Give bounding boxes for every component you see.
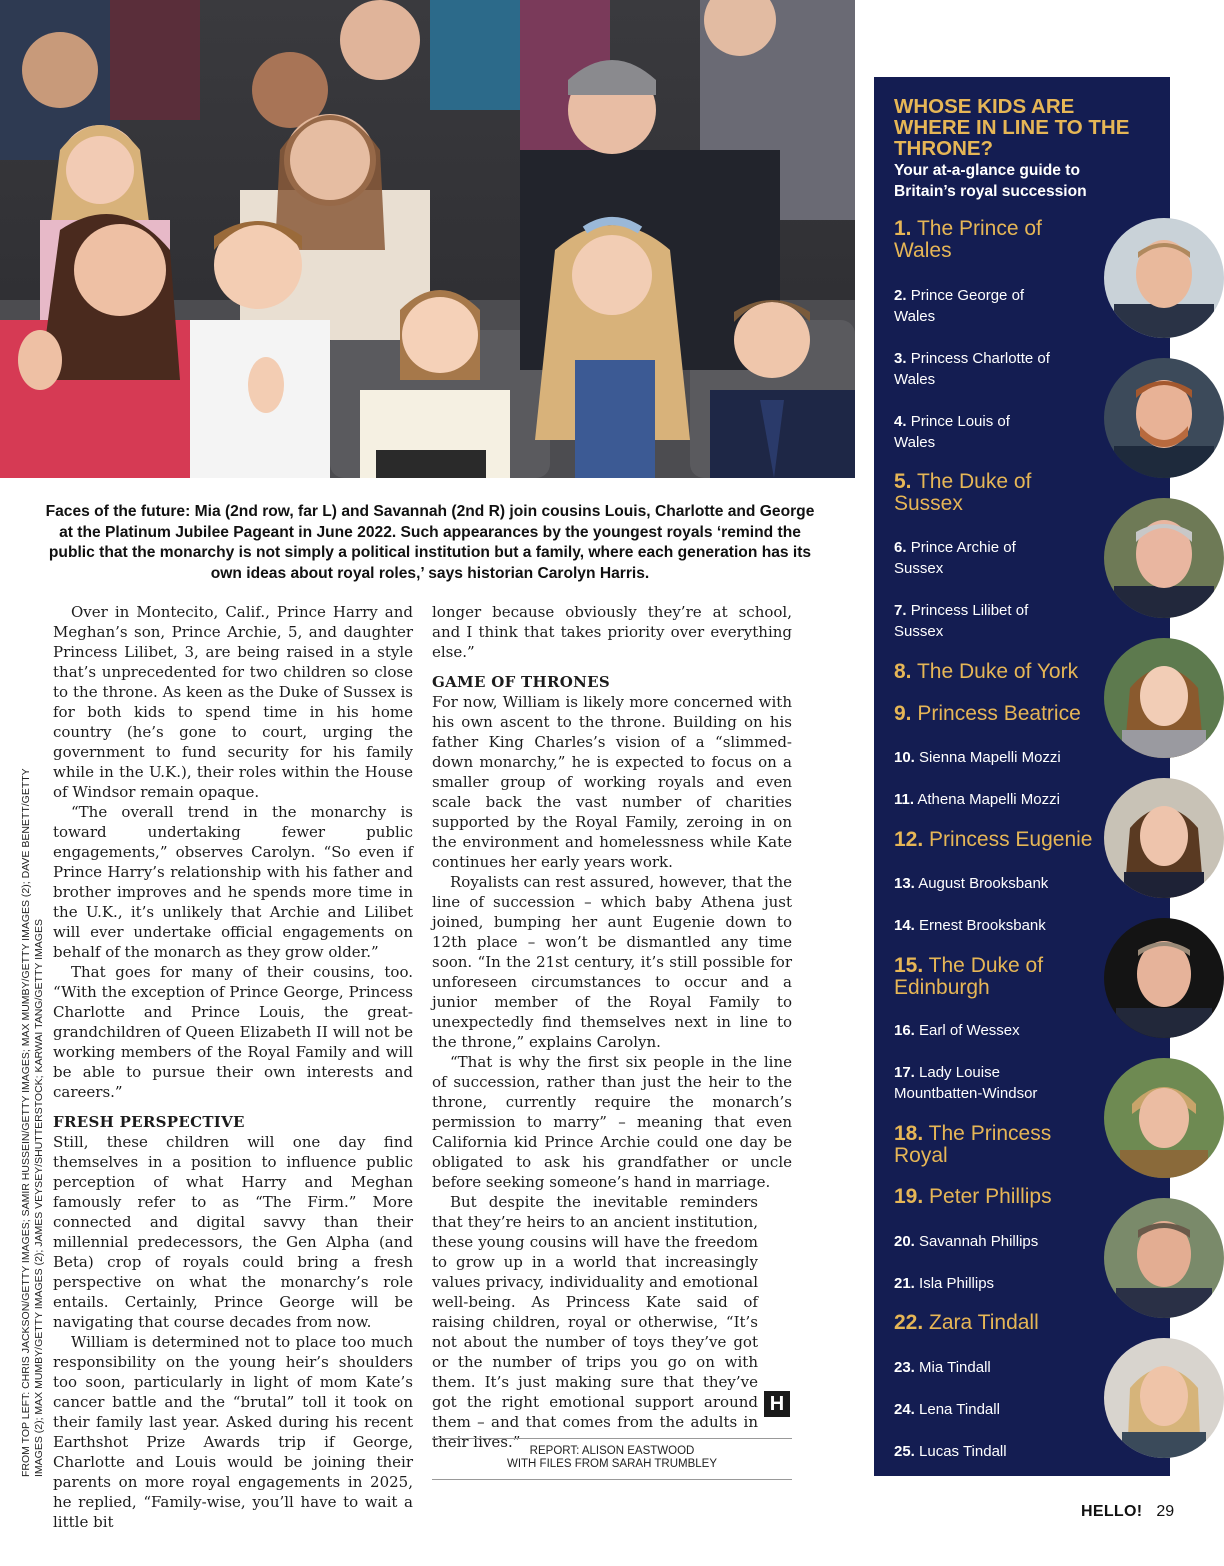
succession-entry-7 bbox=[894, 600, 1034, 642]
succession-entry-23 bbox=[894, 1357, 1094, 1378]
succession-entry-9 bbox=[894, 703, 1099, 725]
entry-name: Prince Louis of Wales bbox=[894, 413, 1010, 451]
article-column-2 bbox=[432, 602, 792, 1452]
report-files: WITH FILES FROM SARAH TRUMBLEY bbox=[506, 1458, 717, 1470]
entry-number: 14. bbox=[894, 917, 915, 934]
entry-number: 8. bbox=[894, 660, 912, 683]
entry-name: Princess Lilibet of Sussex bbox=[894, 602, 1029, 640]
entry-number: 4. bbox=[894, 413, 907, 430]
sidebar-title: WHOSE KIDS ARE WHERE IN LINE TO THE THRONE? bbox=[894, 95, 1130, 160]
entry-number: 1. bbox=[894, 217, 912, 240]
article-paragraph: William is determined not to place too much responsibility on the young heir’s shoulders too soon, particularly in light of mom Kate’s cancer battle and the “brutal” toll it took on their family last year. Asked during his recent Earthshot Prize Awards trip if George, Charlotte and Louis would be joining their parents on more royal engagements in 2025, he replied, “Family-wise, you’ll have to wait a little bit bbox=[53, 1333, 413, 1531]
entry-name: Prince Archie of Sussex bbox=[894, 539, 1016, 577]
succession-entry-4 bbox=[894, 411, 1024, 453]
article-paragraph: Royalists can rest assured, however, that the line of succession – which baby Athena just joined, bumping her aunt Eugenie down to 12th place – won’t be dismantled any time soon. “In the 21st century, it’s still possible for unforeseen circumstances to occur and a junior member of the Royal Family to unexpectedly find themselves next in line to the throne,” explains Carolyn. bbox=[432, 873, 792, 1051]
portrait-duke-of-sussex bbox=[1104, 358, 1224, 478]
entry-name: The Duke of Sussex bbox=[894, 470, 1032, 515]
entry-name: Lucas Tindall bbox=[919, 1443, 1007, 1460]
photo-caption: Faces of the future: Mia (2nd row, far L) and Savannah (2nd R) join cousins Louis, Charlotte and George at the Platinum Jubilee Pageant in June 2022. Such appearances by the youngest royals ‘remind the public that the monarchy is not simply a political institution but a family, where each generation has its own ideas about royal roles,’ says historian Carolyn Harris. bbox=[45, 503, 815, 582]
succession-entry-13 bbox=[894, 873, 1094, 894]
report-author: REPORT: ALISON EASTWOOD bbox=[529, 1445, 695, 1457]
entry-number: 5. bbox=[894, 470, 912, 493]
entry-name: Zara Tindall bbox=[929, 1311, 1039, 1334]
article-paragraph: “The overall trend in the monarchy is toward undertaking fewer public engagements,” observes Carolyn. “So even if Prince Harry’s relationship with his father and brother improves and he spends more time in the U.K., it’s unlikely that Archie and Lilibet will ever undertake official engagements on behalf of the monarch as they grow older.” bbox=[53, 803, 413, 961]
portrait-princess-beatrice bbox=[1104, 638, 1224, 758]
portrait-duke-of-edinburgh bbox=[1104, 918, 1224, 1038]
entry-number: 21. bbox=[894, 1275, 915, 1292]
entry-number: 17. bbox=[894, 1064, 915, 1081]
entry-number: 19. bbox=[894, 1185, 924, 1208]
succession-entry-17 bbox=[894, 1062, 1064, 1104]
article-column-1 bbox=[53, 602, 413, 1532]
entry-number: 13. bbox=[894, 875, 915, 892]
end-mark-icon: H bbox=[764, 1391, 790, 1417]
succession-entry-2 bbox=[894, 285, 1034, 327]
entry-name: Princess Charlotte of Wales bbox=[894, 350, 1050, 388]
entry-number: 12. bbox=[894, 828, 924, 851]
portrait-princess-royal bbox=[1104, 1058, 1224, 1178]
entry-name: Athena Mapelli Mozzi bbox=[917, 791, 1060, 808]
entry-name: The Princess Royal bbox=[894, 1122, 1052, 1167]
photo-credits: FROM TOP LEFT: CHRIS JACKSON/GETTY IMAGES; SAMIR HUSSEIN/GETTY IMAGES; MAX MUMBY/GETTY IMAGES (2); DAVE BENETT/GETTY IMAGES (2); MAX MUMBY/GETTY IMAGES (2); JAMES VEYSEY/SHUTTERSTOCK; KARWAI TANG/GETTY IMAGES bbox=[20, 768, 45, 1477]
entry-number: 15. bbox=[894, 954, 924, 977]
succession-entry-16 bbox=[894, 1020, 1094, 1041]
succession-entry-3 bbox=[894, 348, 1054, 390]
succession-entry-21 bbox=[894, 1273, 1094, 1294]
portrait-zara-tindall bbox=[1104, 1338, 1224, 1458]
succession-entry-1 bbox=[894, 218, 1044, 262]
entry-name: Mia Tindall bbox=[919, 1359, 991, 1376]
entry-number: 6. bbox=[894, 539, 907, 556]
entry-name: The Duke of Edinburgh bbox=[894, 954, 1044, 999]
entry-name: Prince George of Wales bbox=[894, 287, 1025, 325]
article-paragraph: Still, these children will one day find themselves in a position to influence public perception of what Harry and Meghan famously refer to as “The Firm.” More connected and digital savvy than their millennial predecessors, the Gen Alpha (and Beta) crop of royals could bring a fresh perspective on what the monarchy’s role entails. Certainly, Prince George will be navigating that course decades from now. bbox=[53, 1133, 413, 1331]
magazine-name: HELLO! bbox=[1081, 1503, 1143, 1520]
page-number: 29 bbox=[1156, 1503, 1175, 1520]
entry-name: Lena Tindall bbox=[919, 1401, 1000, 1418]
article-paragraph: But despite the inevitable reminders that they’re heirs to an ancient institution, these young cousins will have the freedom to grow up in a world that increasingly values privacy, individuality and emotional well-being. As Princess Kate said of raising children, royal or otherwise, “It’s not about the number of toys they’ve got or the number of trips you go on with them. It’s just making sure that they’ve got the right emotional support around them – and that comes from the adults in their lives.” bbox=[432, 1193, 758, 1451]
portrait-prince-of-wales bbox=[1104, 218, 1224, 338]
report-credit bbox=[432, 1438, 792, 1480]
entry-name: Savannah Phillips bbox=[919, 1233, 1039, 1250]
entry-number: 16. bbox=[894, 1022, 915, 1039]
article-paragraph: longer because obviously they’re at school, and I think that takes priority over everything else.” bbox=[432, 603, 792, 661]
succession-entry-24 bbox=[894, 1399, 1094, 1420]
hero-photo-illustration bbox=[0, 0, 855, 478]
article-paragraph: Over in Montecito, Calif., Prince Harry and Meghan’s son, Prince Archie, 5, and daughter Princess Lilibet, 3, are being raised in a style that’s unprecedented for two children so close to the throne. As keen as the Duke of Sussex is for both kids to spend time in his home country (he’s gone to court, urging the government to fund security for his family while in the U.K.), their roles within the House of Windsor remain opaque. bbox=[53, 603, 413, 801]
entry-number: 9. bbox=[894, 702, 912, 725]
succession-entry-5 bbox=[894, 471, 1044, 515]
portrait-duke-of-york bbox=[1104, 498, 1224, 618]
entry-name: Isla Phillips bbox=[919, 1275, 995, 1292]
succession-entry-25 bbox=[894, 1441, 1094, 1462]
article-paragraph: For now, William is likely more concerned with his own ascent to the throne. Building on his father King Charles’s vision of a “slimmed-down monarchy,” he is expected to focus on a smaller group of working royals and even scale back the vast number of charities supported by the Royal Family, zeroing in on the environment and homelessness while Kate continues her early years work. bbox=[432, 693, 792, 871]
entry-number: 3. bbox=[894, 350, 907, 367]
succession-entry-12 bbox=[894, 829, 1099, 851]
succession-entry-11 bbox=[894, 789, 1094, 810]
section-heading-fresh-perspective: FRESH PERSPECTIVE bbox=[53, 1113, 245, 1131]
entry-number: 20. bbox=[894, 1233, 915, 1250]
succession-entry-14 bbox=[894, 915, 1094, 936]
entry-number: 18. bbox=[894, 1122, 924, 1145]
succession-entry-6 bbox=[894, 537, 1024, 579]
entry-number: 2. bbox=[894, 287, 907, 304]
entry-name: Princess Eugenie bbox=[929, 828, 1093, 851]
portrait-princess-eugenie bbox=[1104, 778, 1224, 898]
succession-entry-18 bbox=[894, 1123, 1069, 1167]
succession-entry-10 bbox=[894, 747, 1094, 768]
article-paragraph: That goes for many of their cousins, too. “With the exception of Prince George, Princess Charlotte and Prince Louis, the great-grandchildren of Queen Elizabeth II will not be working members of the Royal Family and will be able to pursue their own interests and careers.” bbox=[53, 963, 413, 1101]
succession-entry-20 bbox=[894, 1231, 1094, 1252]
succession-entry-8 bbox=[894, 661, 1099, 683]
entry-number: 23. bbox=[894, 1359, 915, 1376]
succession-entry-19 bbox=[894, 1186, 1099, 1208]
hero-photo bbox=[0, 0, 855, 478]
entry-name: Princess Beatrice bbox=[917, 702, 1081, 725]
entry-name: August Brooksbank bbox=[918, 875, 1049, 892]
entry-name: Earl of Wessex bbox=[919, 1022, 1020, 1039]
entry-number: 10. bbox=[894, 749, 915, 766]
entry-name: Peter Phillips bbox=[929, 1185, 1052, 1208]
succession-entry-15 bbox=[894, 955, 1044, 999]
entry-name: The Duke of York bbox=[916, 660, 1079, 683]
page-folio bbox=[1081, 1502, 1174, 1522]
entry-name: Sienna Mapelli Mozzi bbox=[919, 749, 1061, 766]
section-heading-game-of-thrones: GAME OF THRONES bbox=[432, 673, 610, 691]
entry-number: 24. bbox=[894, 1401, 915, 1418]
succession-entry-22 bbox=[894, 1312, 1099, 1334]
sidebar-subtitle: Your at-a-glance guide to Britain’s royal succession bbox=[894, 162, 1087, 200]
entry-name: Ernest Brooksbank bbox=[919, 917, 1046, 934]
entry-number: 25. bbox=[894, 1443, 915, 1460]
entry-number: 7. bbox=[894, 602, 907, 619]
article-paragraph: “That is why the first six people in the line of succession, rather than just the heir to the throne, currently require the monarch’s permission to marry” – meaning that even California kid Prince Archie could one day be obligated to ask his grandfather or uncle before seeking someone’s hand in marriage. bbox=[432, 1053, 792, 1191]
entry-number: 22. bbox=[894, 1311, 924, 1334]
portrait-peter-phillips bbox=[1104, 1198, 1224, 1318]
entry-name: The Prince of Wales bbox=[894, 217, 1042, 262]
entry-number: 11. bbox=[894, 791, 915, 808]
entry-name: Lady Louise Mountbatten-Windsor bbox=[894, 1064, 1038, 1102]
